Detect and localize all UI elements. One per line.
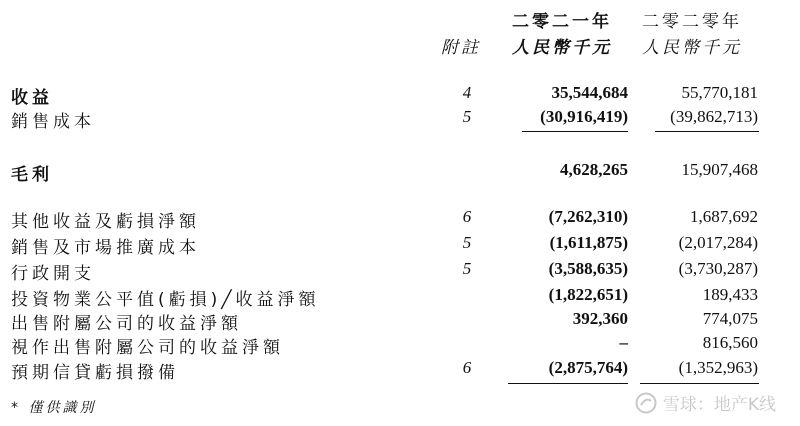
- row-label: 出售附屬公司的收益淨額: [11, 314, 242, 334]
- row-label: 預期信貸虧損撥備: [11, 363, 179, 383]
- row-value-2021: (2,875,764): [548, 358, 628, 377]
- row-note: 6: [462, 207, 472, 226]
- row-note: 6: [462, 358, 472, 377]
- row-value-2021: (1,611,875): [549, 233, 628, 252]
- row-value-2021: 35,544,684: [551, 83, 628, 102]
- watermark-text: 雪球：地产K线: [662, 395, 776, 415]
- table-row: [0, 233, 800, 257]
- row-value-2021: (1,822,651): [548, 285, 628, 304]
- table-row: [0, 107, 800, 131]
- row-label: 銷售成本: [11, 112, 95, 132]
- table-row: [0, 259, 800, 283]
- table-row: [0, 333, 800, 357]
- row-value-2021: –: [619, 333, 628, 352]
- row-label: 毛利: [11, 165, 53, 185]
- row-value-2020: (1,352,963): [678, 358, 758, 377]
- row-label: 視作出售附屬公司的收益淨額: [11, 338, 284, 358]
- subtotal-rule-2020: [640, 383, 759, 384]
- snowball-logo-icon: [635, 392, 657, 414]
- header-unit-2021: 人民幣千元: [512, 38, 612, 58]
- row-value-2021: (7,262,310): [548, 207, 628, 226]
- row-value-2020: (3,730,287): [678, 259, 758, 278]
- row-note: 5: [462, 259, 472, 278]
- table-row: [0, 309, 800, 333]
- row-value-2020: 816,560: [702, 333, 758, 352]
- row-value-2021: (3,588,635): [548, 259, 628, 278]
- row-value-2020: 55,770,181: [681, 83, 758, 102]
- row-value-2020: (39,862,713): [670, 107, 758, 126]
- watermark: [635, 390, 776, 415]
- row-value-2021: 4,628,265: [560, 160, 628, 179]
- row-label: 銷售及市場推廣成本: [11, 238, 200, 258]
- row-note: 4: [462, 83, 472, 102]
- header-year-2020: 二零二零年: [642, 12, 742, 32]
- table-row: [0, 160, 800, 184]
- table-row: [0, 83, 800, 107]
- row-label: 行政開支: [11, 264, 95, 284]
- header-note-label: 附註: [441, 38, 481, 58]
- row-value-2020: (2,017,284): [678, 233, 758, 252]
- row-note: 5: [462, 107, 472, 126]
- header-year-2021: 二零二一年: [512, 12, 612, 32]
- subtotal-rule-2020: [655, 131, 759, 132]
- row-value-2021: 392,360: [572, 309, 628, 328]
- row-label: 收益: [11, 88, 53, 108]
- footnote: * 僅供識別: [11, 400, 97, 416]
- row-value-2020: 15,907,468: [681, 160, 758, 179]
- row-label: 投資物業公平值(虧損)╱收益淨額: [11, 290, 320, 310]
- row-value-2020: 1,687,692: [690, 207, 758, 226]
- table-row: [0, 207, 800, 231]
- row-label: 其他收益及虧損淨額: [11, 212, 200, 232]
- table-row: [0, 285, 800, 309]
- row-value-2020: 774,075: [702, 309, 758, 328]
- row-value-2021: (30,916,419): [540, 107, 628, 126]
- row-note: 5: [462, 233, 472, 252]
- subtotal-rule-2021: [508, 383, 628, 384]
- header-unit-2020: 人民幣千元: [642, 38, 742, 58]
- subtotal-rule-2021: [522, 131, 628, 132]
- table-row: [0, 358, 800, 382]
- row-value-2020: 189,433: [702, 285, 758, 304]
